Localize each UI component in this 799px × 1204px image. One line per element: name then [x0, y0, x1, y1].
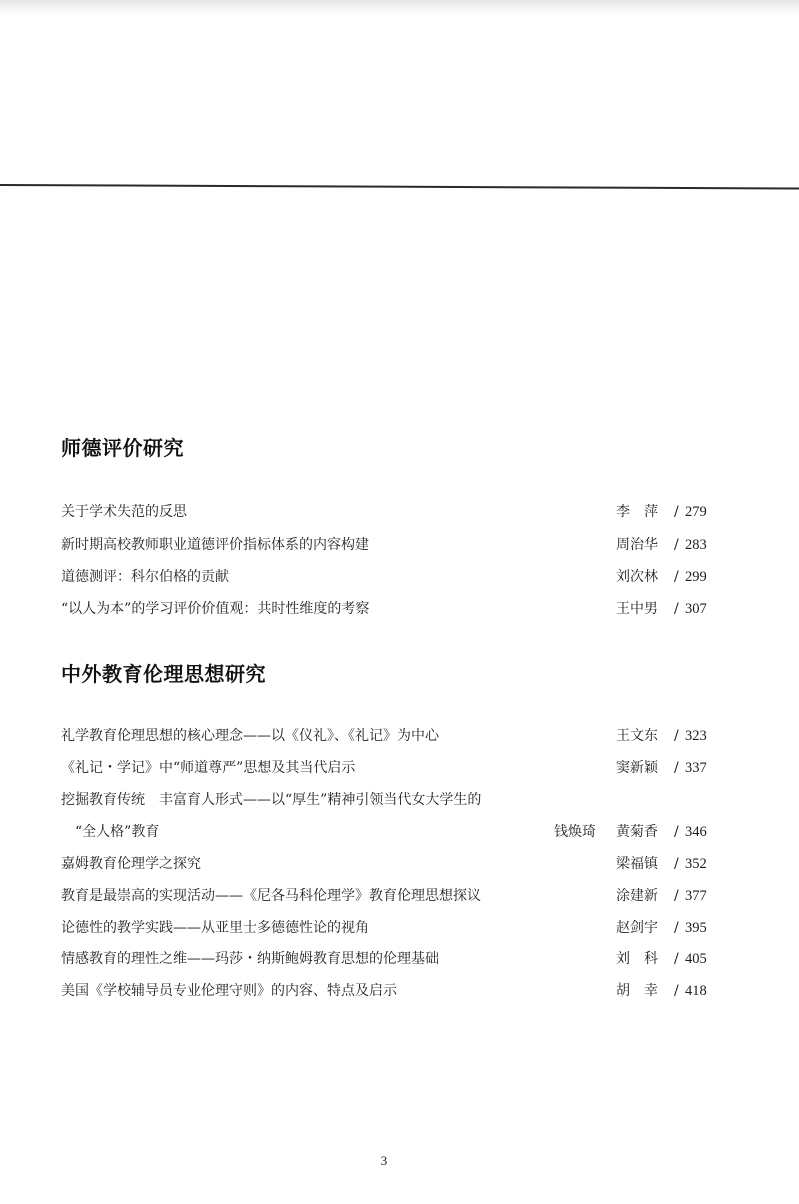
- toc-entry: [61, 979, 713, 1003]
- toc-separator: /: [674, 983, 679, 999]
- toc-entry: [61, 947, 713, 971]
- toc-entry-title: 美国《学校辅导员专业伦理守则》的内容、特点及启示: [61, 983, 397, 999]
- toc-entry: [61, 788, 713, 812]
- toc-entry-coauthor: 钱焕琦: [554, 824, 596, 840]
- section-title-teacher-ethics-evaluation: 师德评价研究: [61, 436, 184, 460]
- toc-entry-title-continuation: “全人格”教育: [75, 824, 160, 840]
- toc-entry-author: 王中男: [616, 601, 658, 617]
- toc-entry-author: 黄菊香: [616, 824, 658, 840]
- toc-entry-author: 周治华: [616, 537, 658, 553]
- header-rule: [0, 184, 799, 189]
- toc-entry-author: 赵剑宇: [616, 920, 658, 936]
- toc-entry-author: 刘 科: [616, 951, 658, 967]
- toc-entry-title: 新时期高校教师职业道德评价指标体系的内容构建: [61, 537, 369, 553]
- toc-entry-title: 嘉姆教育伦理学之探究: [61, 856, 201, 872]
- toc-separator: /: [674, 504, 679, 520]
- toc-entry-author: 王文东: [616, 728, 658, 744]
- toc-entry-page: 337: [685, 760, 707, 776]
- toc-entry-title: 道德测评：科尔伯格的贡献: [61, 569, 229, 585]
- toc-separator: /: [674, 856, 679, 872]
- toc-entry-page: 377: [685, 888, 707, 904]
- toc-entry-page: 395: [685, 920, 707, 936]
- toc-entry-page: 307: [685, 601, 707, 617]
- toc-entry: [61, 565, 713, 589]
- toc-entry: [61, 500, 713, 524]
- toc-separator: /: [674, 951, 679, 967]
- toc-entry-continuation: [61, 820, 713, 844]
- toc-separator: /: [674, 569, 679, 585]
- toc-entry-page: 323: [685, 728, 707, 744]
- toc-entry: [61, 884, 713, 908]
- section-title-education-ethics-thought: 中外教育伦理思想研究: [61, 662, 266, 686]
- toc-separator: /: [674, 824, 679, 840]
- toc-entry-title: “以人为本”的学习评价价值观：共时性维度的考察: [61, 601, 370, 617]
- toc-entry-title: 礼学教育伦理思想的核心理念——以《仪礼》、《礼记》为中心: [61, 728, 439, 744]
- toc-separator: /: [674, 920, 679, 936]
- toc-entry: [61, 756, 713, 780]
- toc-entry: [61, 916, 713, 940]
- toc-entry-title: 关于学术失范的反思: [61, 504, 187, 520]
- page-number: 3: [380, 1153, 388, 1168]
- toc-entry: [61, 533, 713, 557]
- toc-entry-page: 283: [685, 537, 707, 553]
- toc-entry-page: 352: [685, 856, 707, 872]
- toc-entry-title: 《礼记・学记》中“师道尊严”思想及其当代启示: [61, 760, 356, 776]
- toc-entry-title: 情感教育的理性之维——玛莎・纳斯鲍姆教育思想的伦理基础: [61, 951, 439, 967]
- toc-separator: /: [674, 760, 679, 776]
- toc-entry: [61, 597, 713, 621]
- toc-separator: /: [674, 728, 679, 744]
- toc-separator: /: [674, 601, 679, 617]
- toc-entry-author: 胡 幸: [616, 983, 658, 999]
- toc-entry-author: 刘次林: [616, 569, 658, 585]
- toc-separator: /: [674, 888, 679, 904]
- toc-entry-title: 论德性的教学实践——从亚里士多德德性论的视角: [61, 920, 369, 936]
- toc-entry-author: 窦新颖: [616, 760, 658, 776]
- toc-entry-page: 346: [685, 824, 707, 840]
- toc-entry-page: 279: [685, 504, 707, 520]
- toc-entry-title: 挖掘教育传统 丰富育人形式——以“厚生”精神引领当代女大学生的: [61, 792, 482, 808]
- toc-entry-author: 李 萍: [616, 504, 658, 520]
- toc-entry-page: 299: [685, 569, 707, 585]
- toc-entry-author: 梁福镇: [616, 856, 658, 872]
- toc-entry-page: 405: [685, 951, 707, 967]
- toc-entry-author: 涂建新: [616, 888, 658, 904]
- toc-entry-title: 教育是最崇高的实现活动——《尼各马科伦理学》教育伦理思想探议: [61, 888, 481, 904]
- toc-separator: /: [674, 537, 679, 553]
- toc-entry-page: 418: [685, 983, 707, 999]
- toc-entry: [61, 724, 713, 748]
- page-top-shadow: [0, 0, 799, 14]
- toc-entry: [61, 852, 713, 876]
